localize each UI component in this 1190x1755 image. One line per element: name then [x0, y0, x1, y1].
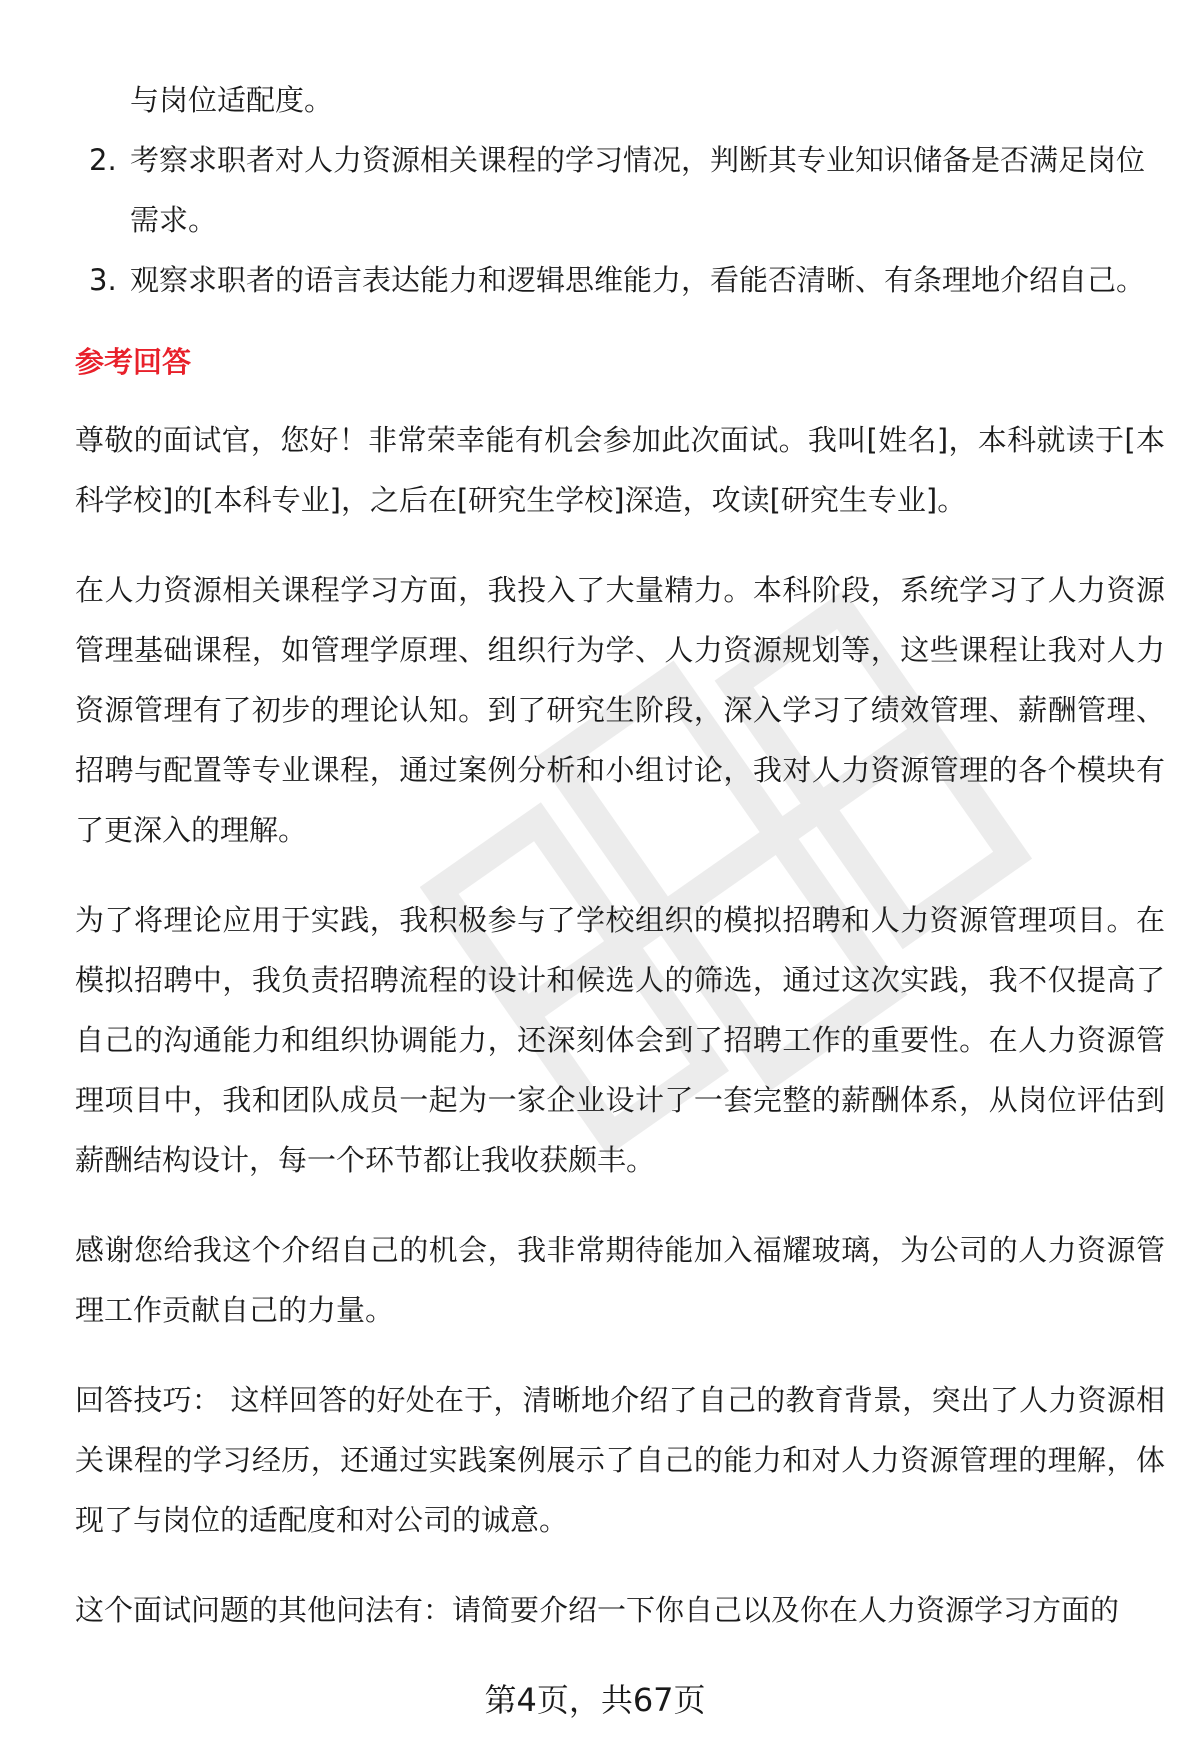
list-item — [75, 130, 1165, 250]
list-item-continuation — [75, 70, 1165, 130]
criteria-list — [75, 70, 1165, 310]
list-item — [75, 250, 1165, 310]
document-content — [75, 70, 1165, 1640]
list-item-number: 2. — [89, 143, 117, 177]
list-item-number: 3. — [89, 263, 117, 297]
list-item-text: 与岗位适配度。 — [130, 83, 334, 117]
answer-paragraph: 尊敬的面试官，您好！非常荣幸能有机会参加此次面试。我叫[姓名]，本科就读于[本科学校]的[本科专业]，之后在[研究生学校]深造，攻读[研究生专业]。 — [75, 423, 1165, 517]
list-item-text: 考察求职者对人力资源相关课程的学习情况，判断其专业知识储备是否满足岗位需求。 — [130, 143, 1146, 237]
answer-paragraph: 为了将理论应用于实践，我积极参与了学校组织的模拟招聘和人力资源管理项目。在模拟招聘中，我负责招聘流程的设计和候选人的筛选，通过这次实践，我不仅提高了自己的沟通能力和组织协调能力，还深刻体会到了招聘工作的重要性。在人力资源管理项目中，我和团队成员一起为一家企业设计了一套完整的薪酬体系，从岗位评估到薪酬结构设计，每一个环节都让我收获颇丰。 — [75, 903, 1165, 1177]
page-number-footer: 第4页，共67页 — [484, 1681, 706, 1719]
answer-tips-paragraph: 回答技巧： 这样回答的好处在于，清晰地介绍了自己的教育背景，突出了人力资源相关课程的学习经历，还通过实践案例展示了自己的能力和对人力资源管理的理解，体现了与岗位的适配度和对公司的诚意。 — [75, 1383, 1165, 1537]
answer-paragraph: 感谢您给我这个介绍自己的机会，我非常期待能加入福耀玻璃，为公司的人力资源管理工作贡献自己的力量。 — [75, 1233, 1165, 1327]
section-title: 参考回答 — [75, 345, 192, 379]
alternative-questions-paragraph: 这个面试问题的其他问法有：请简要介绍一下你自己以及你在人力资源学习方面的 — [75, 1593, 1120, 1627]
list-item-text: 观察求职者的语言表达能力和逻辑思维能力，看能否清晰、有条理地介绍自己。 — [130, 263, 1146, 297]
answer-paragraph: 在人力资源相关课程学习方面，我投入了大量精力。本科阶段，系统学习了人力资源管理基础课程，如管理学原理、组织行为学、人力资源规划等，这些课程让我对人力资源管理有了初步的理论认知。到了研究生阶段，深入学习了绩效管理、薪酬管理、招聘与配置等专业课程，通过案例分析和小组讨论，我对人力资源管理的各个模块有了更深入的理解。 — [75, 573, 1165, 847]
